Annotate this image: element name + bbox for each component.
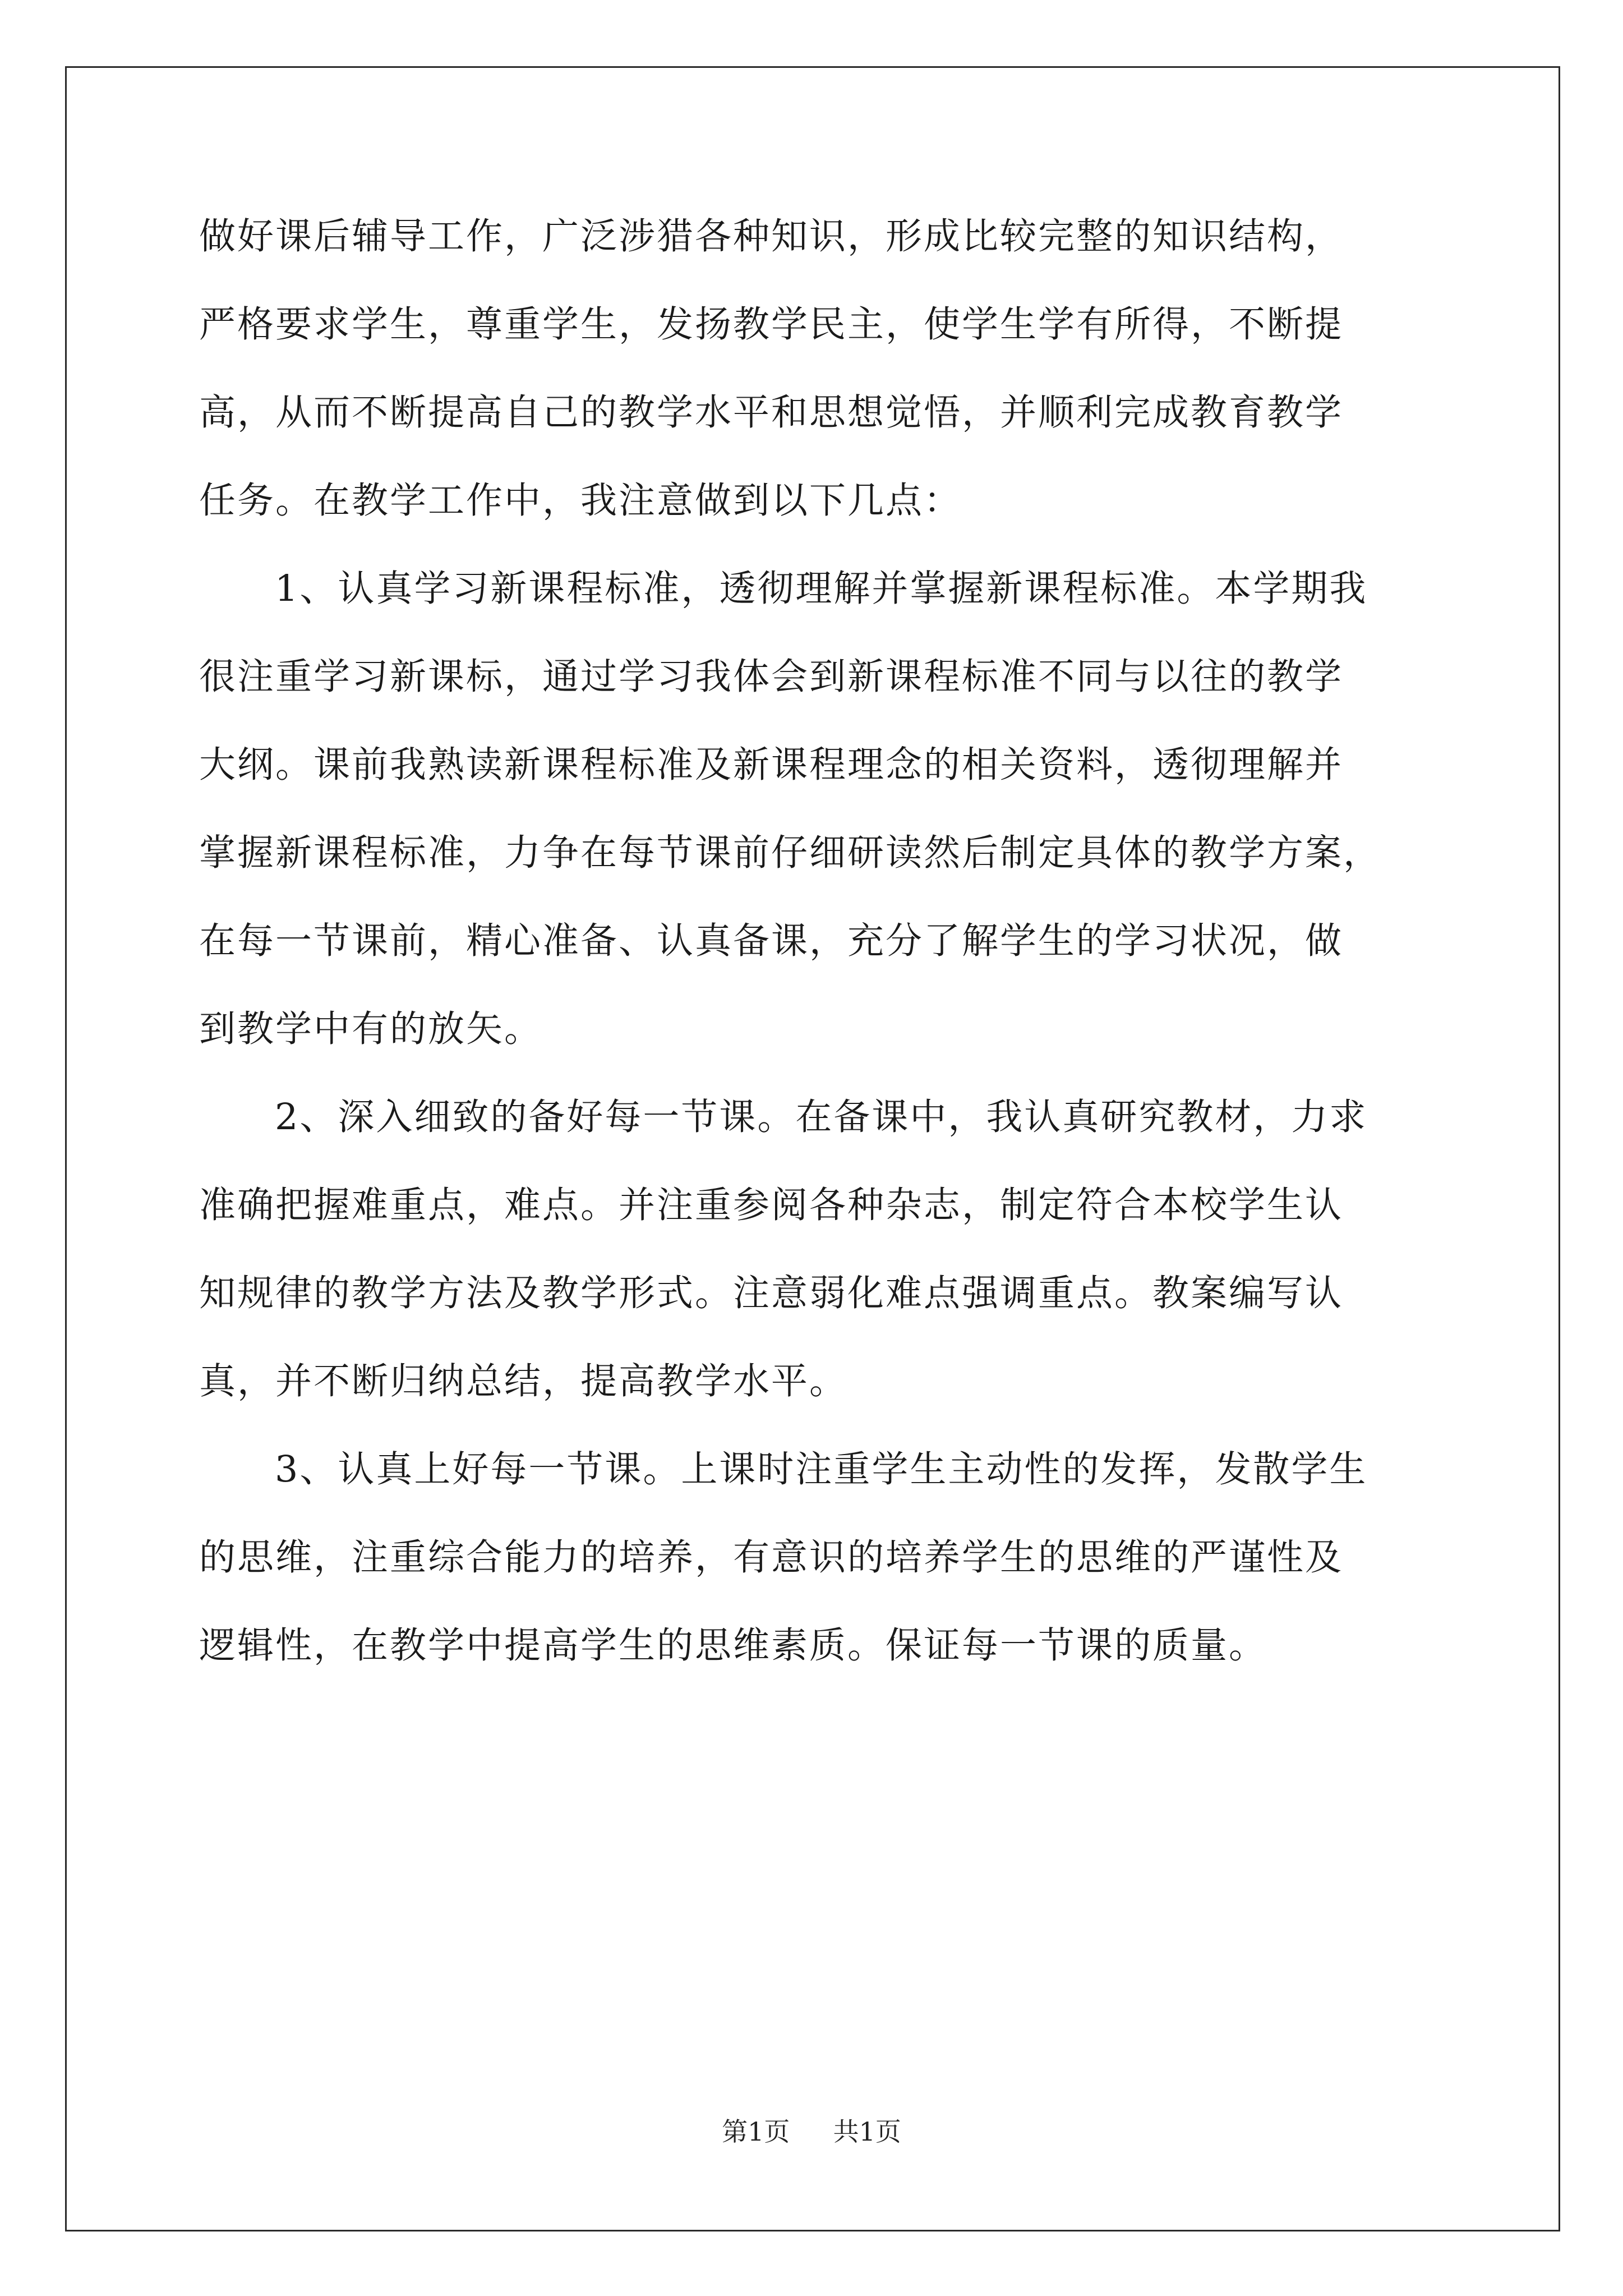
page-footer	[0, 2115, 1623, 2148]
text-line: 在每一节课前，精心准备、认真备课，充分了解学生的学习状况，做	[199, 920, 1344, 962]
page-total: 共1页	[833, 2116, 901, 2147]
text-line: 掌握新课程标准，力争在每节课前仔细研读然后制定具体的教学方案，	[199, 832, 1382, 874]
text-line: 大纲。课前我熟读新课程标准及新课程理念的相关资料，透彻理解并	[199, 744, 1344, 786]
paragraph-2-start: 2、深入细致的备好每一节课。在备课中，我认真研究教材，力求	[275, 1096, 1368, 1138]
paragraph-1-start: 1、认真学习新课程标准，透彻理解并掌握新课程标准。本学期我	[275, 568, 1368, 610]
text-line: 严格要求学生，尊重学生，发扬教学民主，使学生学有所得，不断提	[199, 303, 1344, 346]
text-line: 逻辑性，在教学中提高学生的思维素质。保证每一节课的质量。	[199, 1625, 1267, 1667]
text-line: 准确把握难重点，难点。并注重参阅各种杂志，制定符合本校学生认	[199, 1184, 1344, 1226]
text-line: 任务。在教学工作中，我注意做到以下几点：	[199, 480, 962, 522]
text-line: 到教学中有的放矢。	[199, 1008, 543, 1050]
paragraph-3-start: 3、认真上好每一节课。上课时注重学生主动性的发挥，发散学生	[275, 1448, 1368, 1490]
text-line: 高，从而不断提高自己的教学水平和思想觉悟，并顺利完成教育教学	[199, 392, 1344, 434]
text-line: 知规律的教学方法及教学形式。注意弱化难点强调重点。教案编写认	[199, 1272, 1344, 1314]
text-line: 做好课后辅导工作，广泛涉猎各种知识，形成比较完整的知识结构，	[199, 215, 1344, 257]
text-line: 的思维，注重综合能力的培养，有意识的培养学生的思维的严谨性及	[199, 1536, 1344, 1579]
page-number: 第1页	[722, 2116, 790, 2147]
text-line: 真，并不断归纳总结，提高教学水平。	[199, 1360, 848, 1402]
text-line: 很注重学习新课标，通过学习我体会到新课程标准不同与以往的教学	[199, 656, 1344, 698]
